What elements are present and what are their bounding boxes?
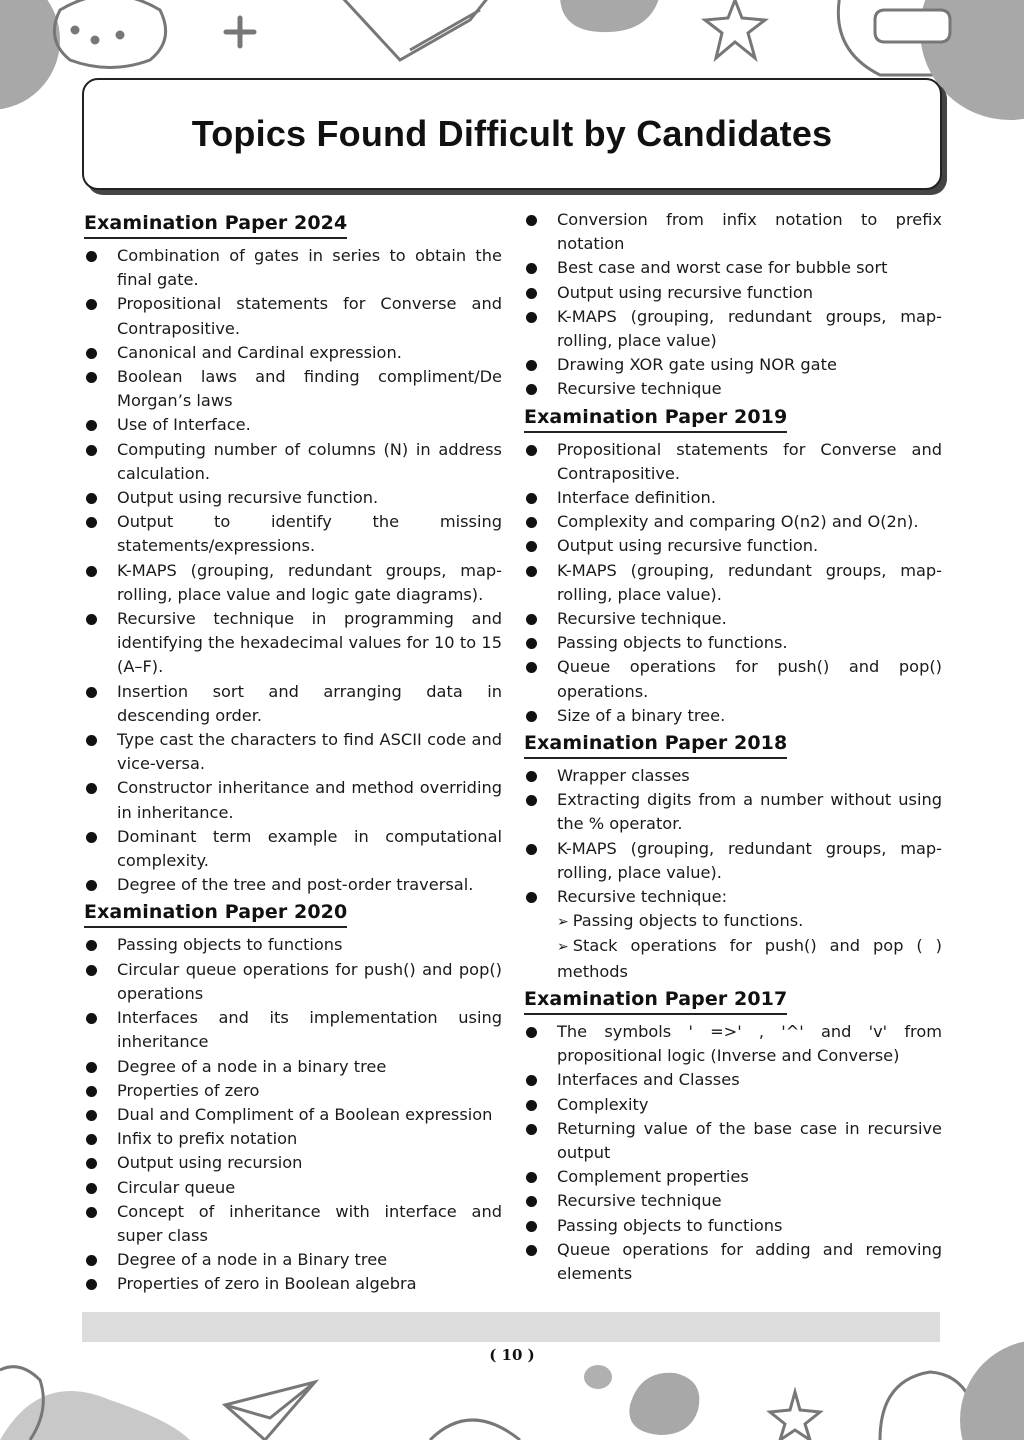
title-box: [82, 78, 942, 190]
bullet-icon: [86, 880, 97, 891]
bullet-icon: [86, 783, 97, 794]
section-heading-2017: Examination Paper 2017: [524, 988, 787, 1015]
list-item: Drawing XOR gate using NOR gate: [524, 353, 942, 377]
list-item: Dominant term example in computational complexity.: [84, 825, 502, 873]
list-item: Concept of inheritance with interface and super class: [84, 1200, 502, 1248]
pencil-doodle-icon: [340, 0, 490, 60]
bullet-icon: [526, 1075, 537, 1086]
bullet-icon: [86, 566, 97, 577]
list-item: Recursive technique: [524, 1189, 942, 1213]
bullet-icon: [86, 420, 97, 431]
clock-doodle-icon: [54, 0, 165, 68]
star-doodle-icon: [705, 0, 765, 58]
bullet-icon: [526, 1100, 537, 1111]
list-item: Properties of zero: [84, 1079, 502, 1103]
small-blob-decoration: [584, 1365, 612, 1389]
list-item: Interfaces and Classes: [524, 1068, 942, 1092]
bullet-icon: [86, 735, 97, 746]
list-item: Output to identify the missing statements/expressions.: [84, 510, 502, 558]
bullet-icon: [86, 372, 97, 383]
bullet-icon: [86, 493, 97, 504]
bullet-icon: [86, 251, 97, 262]
list-item: Queue operations for adding and removing elements: [524, 1238, 942, 1286]
plus-doodle-icon: [226, 18, 254, 46]
list-item: Constructor inheritance and method overriding in inheritance.: [84, 776, 502, 824]
list-item: Output using recursive function: [524, 281, 942, 305]
bullet-icon: [526, 288, 537, 299]
bullet-icon: [526, 360, 537, 371]
list-item: Best case and worst case for bubble sort: [524, 256, 942, 280]
topic-list-2018: [524, 764, 942, 984]
left-column: [84, 208, 502, 1297]
list-item: Circular queue: [84, 1176, 502, 1200]
list-item: Returning value of the base case in recursive output: [524, 1117, 942, 1165]
bottom-wave-decoration: [0, 1391, 190, 1440]
list-item: Recursive technique in programming and identifying the hexadecimal values for 10 to 15 (A–F).: [84, 607, 502, 680]
list-item: K-MAPS (grouping, redundant groups, map-rolling, place value).: [524, 559, 942, 607]
bullet-icon: [526, 493, 537, 504]
list-item: Output using recursive function.: [524, 534, 942, 558]
list-item: K-MAPS (grouping, redundant groups, map-rolling, place value): [524, 305, 942, 353]
list-item: The symbols ' =>' , '^' and 'v' from propositional logic (Inverse and Converse): [524, 1020, 942, 1068]
list-item: Complexity and comparing O(n2) and O(2n).: [524, 510, 942, 534]
list-item: K-MAPS (grouping, redundant groups, map-rolling, place value).: [524, 837, 942, 885]
bullet-icon: [526, 215, 537, 226]
bullet-icon: [526, 566, 537, 577]
bullet-icon: [526, 1027, 537, 1038]
list-item: Combination of gates in series to obtain the final gate.: [84, 244, 502, 292]
bullet-icon: [86, 1183, 97, 1194]
bullet-icon: [86, 1110, 97, 1121]
bullet-icon: [526, 1172, 537, 1183]
section-heading-2018: Examination Paper 2018: [524, 732, 787, 759]
list-item: Degree of the tree and post-order traversal.: [84, 873, 502, 897]
bullet-icon: [86, 445, 97, 456]
list-item: Properties of zero in Boolean algebra: [84, 1272, 502, 1296]
list-item: Type cast the characters to find ASCII code and vice-versa.: [84, 728, 502, 776]
bullet-icon: [86, 614, 97, 625]
bullet-icon: [526, 614, 537, 625]
bullet-icon: [526, 662, 537, 673]
bullet-icon: [526, 1124, 537, 1135]
bullet-icon: [86, 1062, 97, 1073]
list-item: Passing objects to functions.: [524, 631, 942, 655]
bullet-icon: [526, 445, 537, 456]
bullet-icon: [86, 348, 97, 359]
list-item: Degree of a node in a Binary tree: [84, 1248, 502, 1272]
bullet-icon: [526, 711, 537, 722]
list-item: Wrapper classes: [524, 764, 942, 788]
list-item: Infix to prefix notation: [84, 1127, 502, 1151]
page-number: ( 10 ): [489, 1346, 535, 1364]
list-item: Passing objects to functions: [84, 933, 502, 957]
page-title: Topics Found Difficult by Candidates: [191, 113, 833, 154]
arrow-bullet-icon: ➢: [557, 914, 569, 931]
list-item: Complexity: [524, 1093, 942, 1117]
star-doodle-icon: [770, 1392, 820, 1440]
bullet-icon: [86, 687, 97, 698]
list-item: K-MAPS (grouping, redundant groups, map-rolling, place value and logic gate diagrams).: [84, 559, 502, 607]
list-item: Recursive technique: [524, 377, 942, 401]
bullet-icon: [86, 832, 97, 843]
bullet-icon: [526, 384, 537, 395]
topic-list-2020-continued: [524, 208, 942, 402]
list-item: Recursive technique.: [524, 607, 942, 631]
bullet-icon: [86, 1158, 97, 1169]
list-item: Extracting digits from a number without using the % operator.: [524, 788, 942, 836]
list-item: Boolean laws and finding compliment/De Morgan’s laws: [84, 365, 502, 413]
topic-list-2020: [84, 933, 502, 1296]
section-heading-2024: Examination Paper 2024: [84, 212, 347, 239]
bullet-icon: [526, 517, 537, 528]
bullet-icon: [526, 892, 537, 903]
list-item: Recursive technique:: [524, 885, 942, 909]
arrow-bullet-icon: ➢: [557, 939, 569, 956]
bullet-icon: [86, 1134, 97, 1145]
list-item: Size of a binary tree.: [524, 704, 942, 728]
bullet-icon: [526, 541, 537, 552]
bullet-icon: [526, 638, 537, 649]
bullet-icon: [86, 1255, 97, 1266]
list-item: Propositional statements for Converse and Contrapositive.: [524, 438, 942, 486]
blob-decoration: [560, 0, 660, 32]
face-doodle-icon: [880, 1372, 980, 1440]
section-heading-2019: Examination Paper 2019: [524, 406, 787, 433]
right-column: [524, 208, 942, 1286]
bullet-icon: [86, 940, 97, 951]
paper-plane-doodle-icon: [225, 1382, 315, 1440]
topic-list-2024: [84, 244, 502, 897]
list-item: Dual and Compliment of a Boolean expression: [84, 1103, 502, 1127]
list-item: Circular queue operations for push() and pop() operations: [84, 958, 502, 1006]
blob-decoration: [629, 1373, 699, 1435]
list-item: Computing number of columns (N) in address calculation.: [84, 438, 502, 486]
list-item: Output using recursive function.: [84, 486, 502, 510]
bullet-icon: [526, 1245, 537, 1256]
sub-list-item: ➢ Passing objects to functions.: [557, 911, 804, 931]
bullet-icon: [526, 1196, 537, 1207]
bullet-icon: [526, 844, 537, 855]
bullet-icon: [86, 299, 97, 310]
list-item: Interfaces and its implementation using inheritance: [84, 1006, 502, 1054]
list-item: Degree of a node in a binary tree: [84, 1055, 502, 1079]
corner-circle-decoration: [0, 0, 60, 110]
bullet-icon: [86, 1013, 97, 1024]
list-item: Conversion from infix notation to prefix notation: [524, 208, 942, 256]
bottom-arc-doodle: [430, 1420, 520, 1440]
bullet-icon: [526, 312, 537, 323]
list-item: Output using recursion: [84, 1151, 502, 1175]
list-item: Passing objects to functions: [524, 1214, 942, 1238]
list-item: Interface definition.: [524, 486, 942, 510]
bullet-icon: [526, 771, 537, 782]
footer-bar: [82, 1312, 940, 1342]
bullet-icon: [526, 263, 537, 274]
bullet-icon: [526, 795, 537, 806]
bullet-icon: [86, 1279, 97, 1290]
sub-list-item: ➢ Stack operations for push() and pop ( ) methods: [557, 936, 942, 981]
robot-doodle-icon: [838, 0, 985, 75]
bullet-icon: [86, 1207, 97, 1218]
list-item: Canonical and Cardinal expression.: [84, 341, 502, 365]
bullet-icon: [86, 1086, 97, 1097]
list-item: Complement properties: [524, 1165, 942, 1189]
list-item: Propositional statements for Converse and Contrapositive.: [84, 292, 502, 340]
topic-list-2019: [524, 438, 942, 728]
list-item: Insertion sort and arranging data in descending order.: [84, 680, 502, 728]
section-heading-2020: Examination Paper 2020: [84, 901, 347, 928]
list-item: Queue operations for push() and pop() operations.: [524, 655, 942, 703]
bullet-icon: [526, 1221, 537, 1232]
topic-list-2017: [524, 1020, 942, 1286]
bullet-icon: [86, 517, 97, 528]
bullet-icon: [86, 965, 97, 976]
list-item: Use of Interface.: [84, 413, 502, 437]
